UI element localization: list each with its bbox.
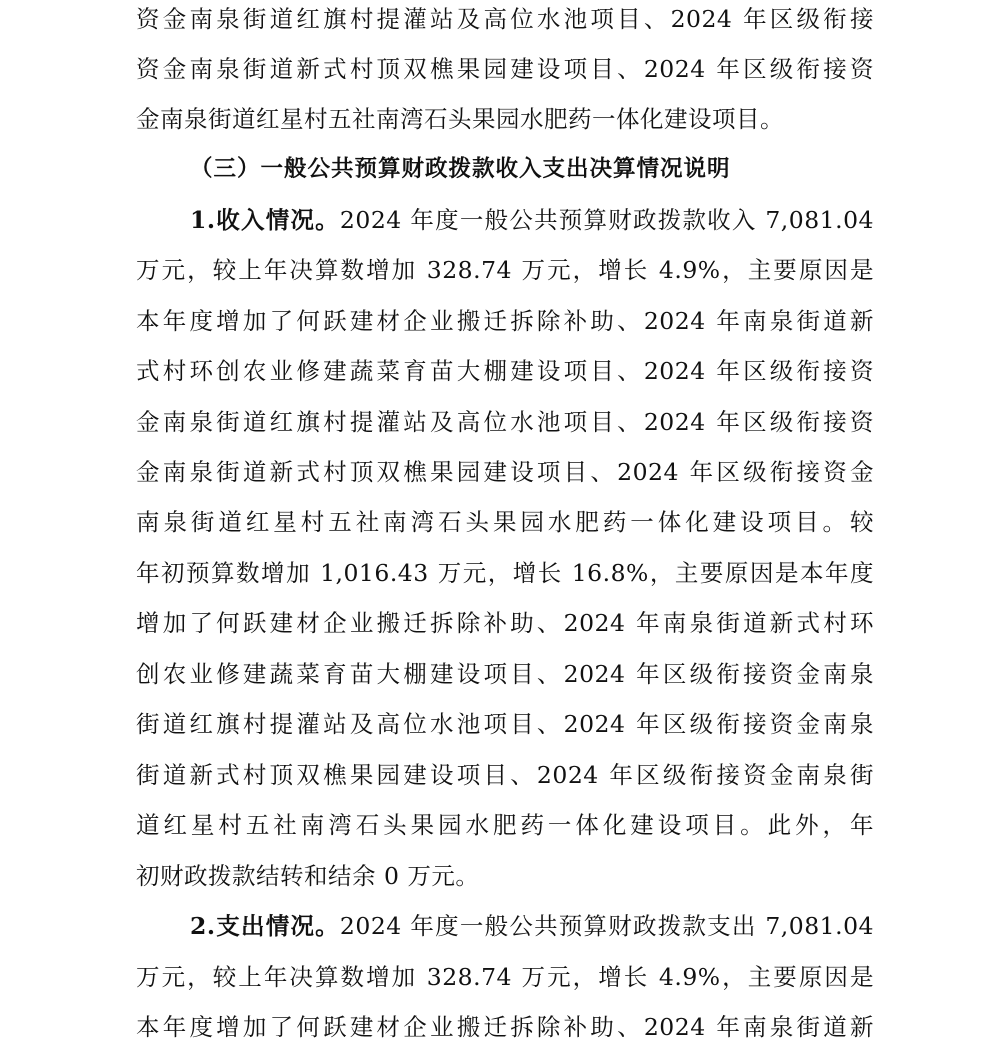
text-line: 金南泉街道红星村五社南湾石头果园水肥药一体化建设项目。 — [136, 105, 784, 133]
paragraph-first-line — [190, 195, 874, 245]
text-line: 金南泉街道红旗村提灌站及高位水池项目、2024 年区级衔接资 — [136, 408, 874, 436]
paragraph-first-line-text: 2024 年度一般公共预算财政拨款支出 7,081.04 — [339, 912, 874, 940]
text-line: 本年度增加了何跃建材企业搬迁拆除补助、2024 年南泉街道新 — [136, 307, 874, 335]
text-line: 初财政拨款结转和结余 0 万元。 — [136, 862, 480, 890]
text-line: 万元，较上年决算数增加 328.74 万元，增长 4.9%，主要原因是 — [136, 963, 874, 991]
text-line: 道红星村五社南湾石头果园水肥药一体化建设项目。此外，年 — [136, 811, 874, 839]
paragraph-first-line — [190, 901, 874, 951]
section-heading: （三）一般公共预算财政拨款收入支出决算情况说明 — [190, 156, 731, 182]
text-line: 街道红旗村提灌站及高位水池项目、2024 年区级衔接资金南泉 — [136, 710, 874, 738]
text-line: 资金南泉街道红旗村提灌站及高位水池项目、2024 年区级衔接 — [136, 5, 874, 33]
text-line: 南泉街道红星村五社南湾石头果园水肥药一体化建设项目。较 — [136, 508, 874, 536]
paragraph-lead-title: 1.收入情况。 — [190, 206, 340, 234]
text-line: 万元，较上年决算数增加 328.74 万元，增长 4.9%，主要原因是 — [136, 256, 874, 284]
text-line: 式村环创农业修建蔬菜育苗大棚建设项目、2024 年区级衔接资 — [136, 357, 874, 385]
text-line: 创农业修建蔬菜育苗大棚建设项目、2024 年区级衔接资金南泉 — [136, 660, 874, 688]
text-line: 年初预算数增加 1,016.43 万元，增长 16.8%，主要原因是本年度 — [136, 559, 874, 587]
text-line: 资金南泉街道新式村顶双樵果园建设项目、2024 年区级衔接资 — [136, 55, 874, 83]
text-line: 增加了何跃建材企业搬迁拆除补助、2024 年南泉街道新式村环 — [136, 609, 874, 637]
text-line: 街道新式村顶双樵果园建设项目、2024 年区级衔接资金南泉街 — [136, 761, 874, 789]
paragraph-lead-title: 2.支出情况。 — [190, 912, 340, 940]
text-line: 金南泉街道新式村顶双樵果园建设项目、2024 年区级衔接资金 — [136, 458, 874, 486]
text-line: 本年度增加了何跃建材企业搬迁拆除补助、2024 年南泉街道新 — [136, 1013, 874, 1041]
paragraph-first-line-text: 2024 年度一般公共预算财政拨款收入 7,081.04 — [339, 206, 874, 234]
